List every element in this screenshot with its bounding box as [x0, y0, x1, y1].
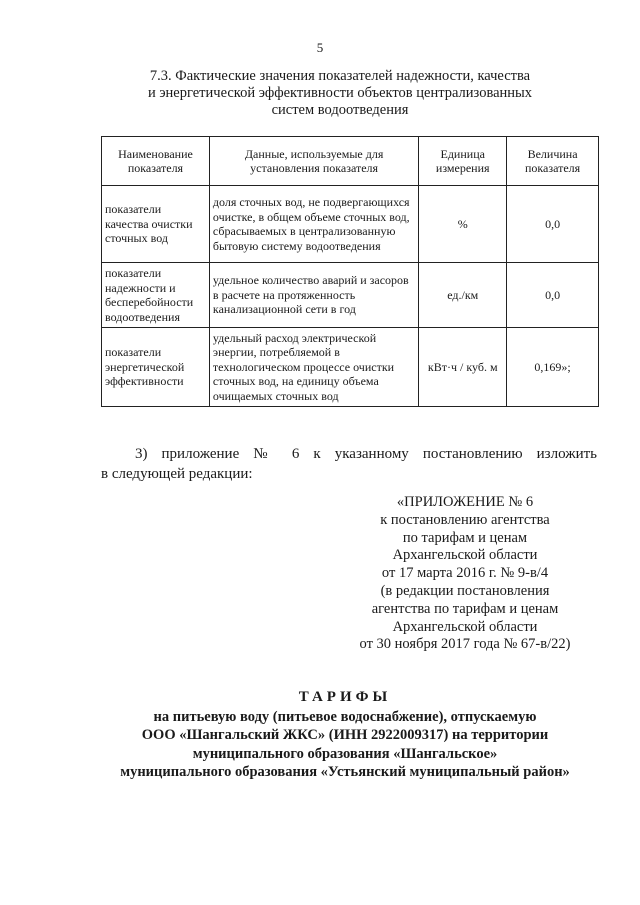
- table-row: [102, 186, 599, 263]
- indicator-name: показатели энергетической эффективности: [102, 328, 210, 407]
- section-heading-line: и энергетической эффективности объектов централизованных: [147, 85, 533, 101]
- appendix-line: по тарифам и ценам: [402, 529, 528, 546]
- column-header-unit: Единица измерения: [419, 137, 507, 186]
- indicator-data: удельный расход электрической энергии, потребляемой в технологическом процессе очистки сточных вод, на единицу объема очищаемых сточных вод: [209, 328, 418, 407]
- appendix-line: к постановлению агентства: [380, 511, 550, 528]
- paragraph-line: 3) приложение № 6 к указанному постановлению изложить: [135, 446, 597, 462]
- indicator-value: 0,0: [507, 263, 599, 328]
- tariffs-line: на питьевую воду (питьевое водоснабжение), отпускаемую: [153, 708, 537, 725]
- appendix-line: Архангельской области: [392, 618, 538, 635]
- tariffs-line: ООО «Шангальский ЖКС» (ИНН 2922009317) на территории: [141, 727, 549, 743]
- appendix-block: [330, 494, 600, 654]
- indicator-unit: кВт·ч / куб. м: [419, 328, 507, 407]
- column-header-value: Величина показателя: [507, 137, 599, 186]
- tariffs-line: муниципального образования «Устьянский муниципальный район»: [120, 764, 570, 780]
- table-header-row: [102, 137, 599, 186]
- paragraph-line: в следующей редакции:: [101, 466, 253, 482]
- page-number: 5: [316, 40, 324, 55]
- appendix-line: «ПРИЛОЖЕНИЕ № 6: [396, 494, 534, 510]
- appendix-line: Архангельской области: [392, 547, 538, 564]
- appendix-line: агентства по тарифам и ценам: [371, 600, 559, 617]
- appendix-line: от 17 марта 2016 г. № 9-в/4: [381, 565, 549, 582]
- tariffs-heading: [80, 688, 610, 782]
- indicator-data: доля сточных вод, не подвергающихся очистке, в общем объеме сточных вод, сбрасываемых в централизованную бытовую систему водоотведения: [209, 186, 418, 263]
- table-row: [102, 328, 599, 407]
- indicator-name: показатели надежности и бесперебойности водоотведения: [102, 263, 210, 328]
- indicator-value: 0,0: [507, 186, 599, 263]
- appendix-line: от 30 ноября 2017 года № 67-в/22): [359, 636, 571, 653]
- tariffs-line: муниципального образования «Шангальское»: [192, 745, 498, 762]
- table-row: [102, 263, 599, 328]
- indicator-value: 0,169»;: [507, 328, 599, 407]
- appendix-line: (в редакции постановления: [380, 582, 550, 599]
- indicator-unit: %: [419, 186, 507, 263]
- tariffs-title: ТАРИФЫ: [298, 689, 392, 705]
- column-header-data: Данные, используемые для установления показателя: [209, 137, 418, 186]
- column-header-name: Наименование показателя: [102, 137, 210, 186]
- section-heading-line: 7.3. Фактические значения показателей надежности, качества: [149, 68, 531, 84]
- section-heading-line: систем водоотведения: [271, 102, 409, 118]
- indicators-table: [101, 136, 599, 407]
- indicator-unit: ед./км: [419, 263, 507, 328]
- indicator-name: показатели качества очистки сточных вод: [102, 186, 210, 263]
- indicator-data: удельное количество аварий и засоров в расчете на протяженность канализационной сети в год: [209, 263, 418, 328]
- section-heading: [120, 68, 560, 119]
